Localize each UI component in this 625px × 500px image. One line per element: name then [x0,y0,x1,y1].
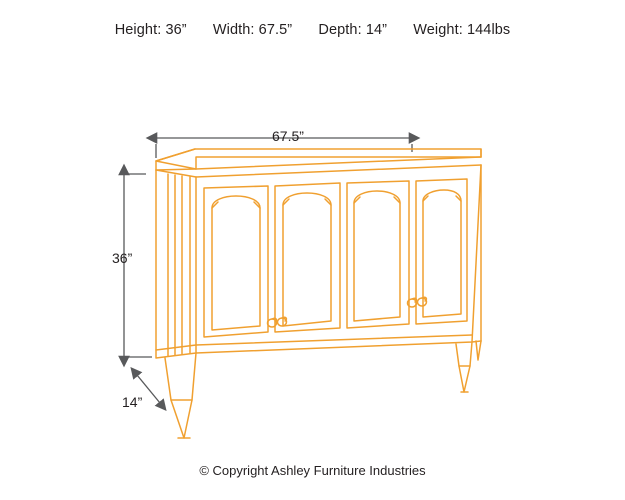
width-dimension-label: 67.5” [272,128,304,144]
spec-depth: Depth: 14” [318,22,388,38]
height-dimension-label: 36” [112,250,133,266]
spec-weight: Weight: 144lbs [413,22,511,38]
copyright-notice: © Copyright Ashley Furniture Industries [199,463,426,478]
depth-dimension-label: 14” [122,394,143,410]
spec-height: Height: 36” [114,22,187,38]
specifications-bar [0,22,625,38]
spec-width: Width: 67.5” [212,22,293,38]
cabinet-outline [156,149,481,438]
cabinet-diagram [0,60,625,450]
cabinet-line-drawing [0,60,625,450]
